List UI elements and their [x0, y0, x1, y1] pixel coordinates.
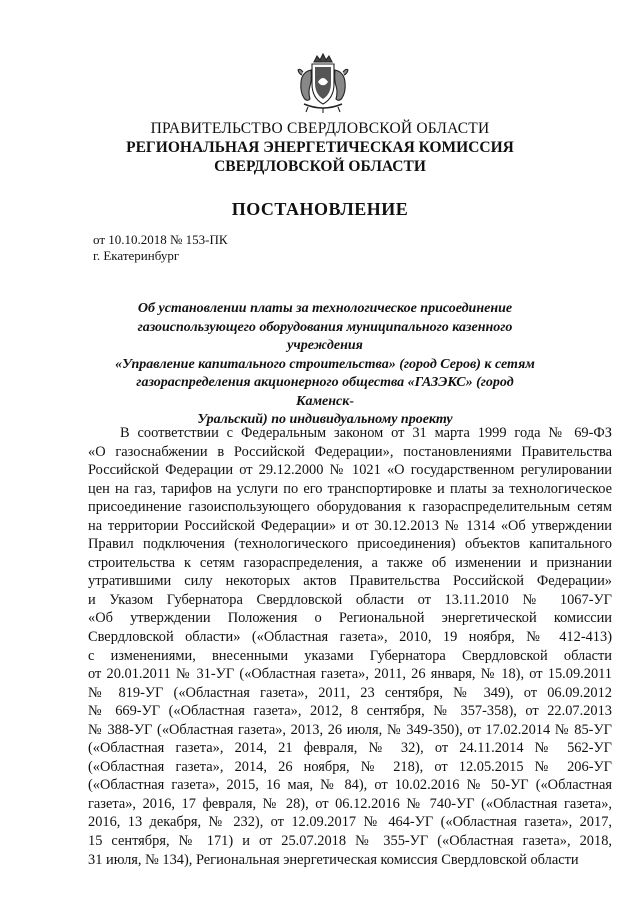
- body-line: цен на газ, тарифов на услуги по его транспортировке и платы за технологическое: [88, 480, 612, 497]
- body-line: утратившими силу некоторых актов Правительства Российской Федерации»: [88, 573, 612, 590]
- document-subject: [110, 300, 540, 430]
- body-line: В соответствии с Федеральным законом от 31 марта 1999 года № 69-ФЗ: [120, 425, 612, 441]
- body-line: № 669-УГ («Областная газета», 2012, 8 сентября, № 357-358), от 22.07.2013: [88, 703, 612, 720]
- body-line: Правил подключения (технологического присоединения) объектов капитального: [88, 536, 612, 553]
- subject-line: газораспределения акционерного общества «ГАЗЭКС» (город Каменск-: [136, 375, 514, 409]
- body-line: Российской Федерации от 29.12.2000 № 1021 «О государственном регулировании: [88, 462, 612, 479]
- body-line: от 20.01.2011 № 31-УГ («Областная газета», 2011, 26 января, № 18), от 15.09.2011: [88, 666, 612, 683]
- body-line: газета», 2016, 17 февраля, № 28), от 06.12.2016 № 740-УГ («Областная газета»,: [88, 795, 612, 812]
- document-city: г. Екатеринбург: [93, 248, 180, 263]
- body-line: 31 июля, № 134), Региональная энергетическая комиссия Свердловской области: [88, 851, 579, 868]
- body-line: «О газоснабжении в Российской Федерации», постановлениями Правительства: [88, 443, 612, 460]
- body-line: на территории Российской Федерации» и от 30.12.2013 № 1314 «Об утверждении: [88, 517, 612, 534]
- commission-title-line2: СВЕРДЛОВСКОЙ ОБЛАСТИ: [214, 158, 426, 175]
- body-line: («Областная газета», 2014, 21 февраля, № 32), от 24.11.2014 № 562-УГ: [88, 740, 612, 757]
- body-line: и Указом Губернатора Свердловской области от 13.11.2010 № 1067-УГ: [88, 591, 612, 608]
- body-line: («Областная газета», 2014, 26 ноября, № 218), от 12.05.2015 № 206-УГ: [88, 758, 612, 775]
- body-line: № 819-УГ («Областная газета», 2011, 23 сентября, № 349), от 06.09.2012: [88, 684, 612, 701]
- body-line: с изменениями, внесенными указами Губернатора Свердловской области: [88, 647, 612, 664]
- document-type: ПОСТАНОВЛЕНИЕ: [231, 199, 409, 219]
- document-body: [88, 424, 612, 869]
- document-date-number: от 10.10.2018 № 153-ПК: [93, 232, 228, 247]
- body-line: 2016, 13 декабря, № 232), от 12.09.2017 № 464-УГ («Областная газета», 2017,: [88, 814, 612, 831]
- body-line: Свердловской области» («Областная газета», 2010, 19 ноября, № 412-413): [88, 629, 612, 646]
- body-line: «Об утверждении Положения о Региональной энергетической комиссии: [88, 610, 612, 627]
- body-line: присоединение газоиспользующего оборудования к газораспределительным сетям: [88, 499, 612, 516]
- coat-of-arms-icon: [292, 52, 354, 114]
- subject-line: «Управление капитального строительства» (город Серов) к сетям: [115, 356, 535, 372]
- government-title: ПРАВИТЕЛЬСТВО СВЕРДЛОВСКОЙ ОБЛАСТИ: [150, 120, 490, 137]
- body-line: № 388-УГ («Областная газета», 2013, 26 июля, № 349-350), от 17.02.2014 № 85-УГ: [88, 721, 612, 738]
- body-line: 15 сентября, № 171) и от 25.07.2018 № 355-УГ («Областная газета», 2018,: [88, 833, 612, 850]
- body-line: («Областная газета», 2015, 16 мая, № 84), от 10.02.2016 № 50-УГ («Областная: [88, 777, 612, 794]
- commission-title-line1: РЕГИОНАЛЬНАЯ ЭНЕРГЕТИЧЕСКАЯ КОМИССИЯ: [126, 139, 514, 156]
- subject-line: газоиспользующего оборудования муниципального казенного учреждения: [137, 319, 513, 353]
- body-line: строительства к сетям газораспределения, а также об изменении и признании: [88, 554, 612, 571]
- subject-line: Об установлении платы за технологическое присоединение: [137, 301, 513, 316]
- subject-line: Уральский) по индивидуальному проекту: [197, 412, 453, 427]
